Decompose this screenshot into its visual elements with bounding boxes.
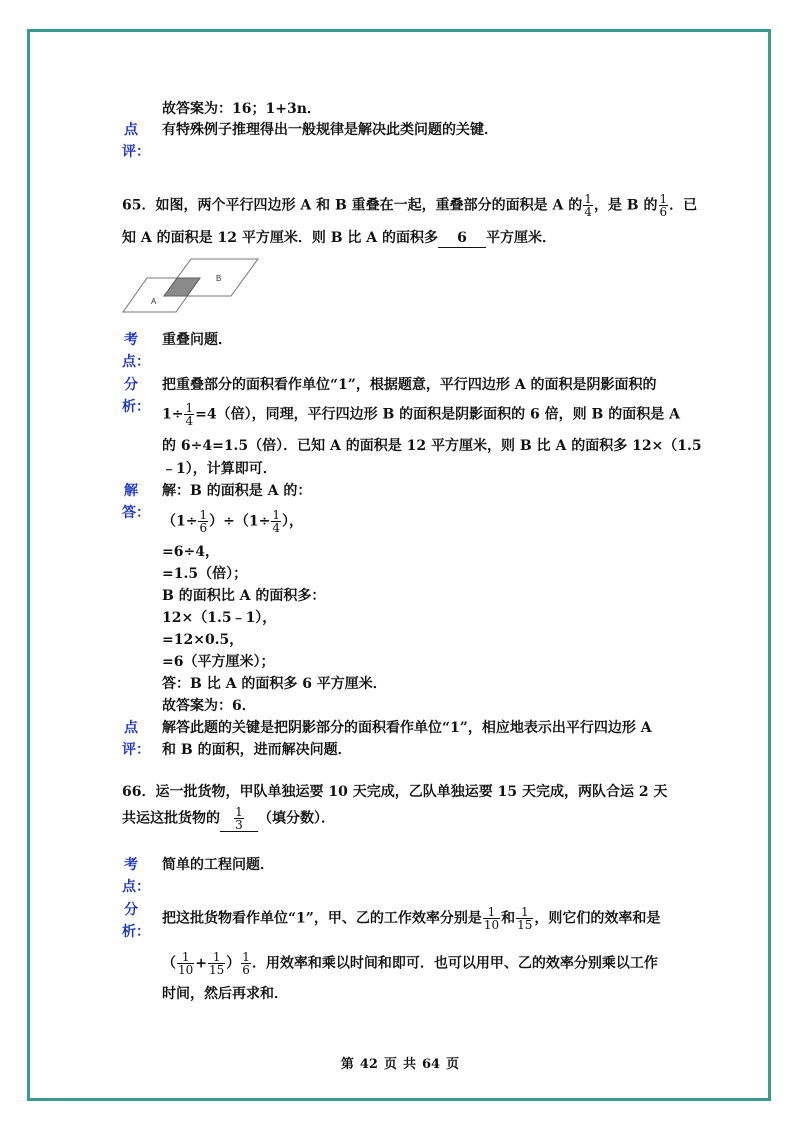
kaodian-label: 考 (124, 332, 138, 348)
q65-analysis-3: 的 6÷4=1.5（倍）．已知 A 的面积是 12 平方厘米，则 B 比 A 的面积多 12×（1.5 (162, 438, 702, 454)
q65-analysis-2: 1÷ $\frac{1}{4}$ =4（倍），同理，平行四边形 B 的面积是阴影面积的 6 倍，则 B 的面积是 A (162, 401, 680, 428)
fraction: $\frac{1}{4}$ (584, 192, 592, 219)
footer-total-pages: 64 (422, 1057, 441, 1072)
answer-blank: 6 (438, 229, 486, 248)
q65-solution-1: 解：B 的面积是 A 的： (162, 483, 312, 499)
q65-solution-3: =6÷4， (162, 544, 219, 560)
q65-solution-8: =6（平方厘米）； (162, 654, 275, 670)
footer-page-number: 42 (359, 1057, 378, 1072)
jieda-label: 解 (124, 483, 138, 499)
dianping-label-2: 评： (122, 742, 150, 758)
jieda-label-2: 答： (122, 505, 150, 521)
q66-kaodian: 简单的工程问题． (162, 857, 274, 873)
label-b: B (216, 274, 222, 283)
fraction: $\frac{1}{15}$ (517, 905, 533, 932)
fraction: $\frac{1}{6}$ (242, 950, 250, 977)
fenxi-label-2: 析： (122, 399, 150, 415)
fenxi-label: 分 (124, 902, 138, 918)
answer-blank (220, 806, 258, 832)
q65-solution-5: B 的面积比 A 的面积多： (162, 588, 326, 604)
q66-analysis-1: 把这批货物看作单位“1”，甲、乙的工作效率分别是 $\frac{1}{10}$ 和 $\frac{1}{15}$ ，则它们的效率和是 (162, 905, 661, 932)
q65-line-1: 65．如图，两个平行四边形 A 和 B 重叠在一起，重叠部分的面积是 A 的 $\frac{1}{4}$ ，是 B 的 $\frac{1}{6}$ ．已 (122, 192, 698, 219)
kaodian-label-2: 点： (122, 879, 150, 895)
q65-kaodian: 重叠问题． (162, 332, 232, 348)
q65-analysis-4: ﹣1），计算即可． (162, 461, 277, 477)
q65-solution-7: =12×0.5， (162, 632, 244, 648)
fraction: $\frac{1}{15}$ (209, 950, 225, 977)
fraction: $\frac{1}{10}$ (178, 950, 194, 977)
fraction: $\frac{1}{6}$ (199, 508, 208, 535)
q65-solution-4: =1.5（倍）； (162, 566, 248, 582)
comment-label: 点 (124, 122, 138, 138)
prev-comment: 有特殊例子推理得出一般规律是解决此类问题的关键． (162, 122, 498, 138)
fenxi-label: 分 (124, 377, 138, 393)
fraction: $\frac{1}{6}$ (659, 192, 668, 219)
overlap-shaded (164, 278, 200, 296)
q66-analysis-2: （ $\frac{1}{10}$ + $\frac{1}{15}$ ） $\frac{1}{6}$ ．用效率和乘以时间和即可．也可以用甲、乙的效率分别乘以工作 (162, 950, 658, 977)
fraction: $\frac{1}{3}$ (235, 805, 243, 832)
q66-line-2: 共运这批货物的 $\frac{1}{3}$ （填分数）． (122, 805, 335, 832)
q66-analysis-3: 时间，然后再求和． (162, 986, 288, 1002)
parallelogram-figure (120, 256, 265, 318)
fraction: $\frac{1}{10}$ (483, 905, 500, 932)
dianping-label: 点 (124, 720, 138, 736)
prev-answer: 故答案为：16；1+3n． (162, 101, 321, 117)
fenxi-label-2: 析： (122, 924, 150, 940)
kaodian-label: 考 (124, 857, 138, 873)
kaodian-label-2: 点： (122, 354, 150, 370)
q65-solution-10: 故答案为：6． (162, 698, 256, 714)
q65-line-2: 知 A 的面积是 12 平方厘米．则 B 比 A 的面积多 6 平方厘米． (122, 230, 557, 246)
q65-comment-2: 和 B 的面积，进而解决问题． (162, 742, 352, 758)
q65-solution-6: 12×（1.5﹣1）， (162, 610, 277, 626)
page-footer (0, 1053, 800, 1072)
q65-comment-1: 解答此题的关键是把阴影部分的面积看作单位“1”，相应地表示出平行四边形 A (162, 720, 652, 736)
fraction: $\frac{1}{4}$ (185, 401, 194, 428)
label-a: A (151, 297, 157, 306)
fraction: $\frac{1}{4}$ (272, 508, 280, 535)
footer-ye: 页 (383, 1057, 397, 1072)
q66-line-1: 66．运一批货物，甲队单独运要 10 天完成，乙队单独运要 15 天完成，两队合运 2 天 (122, 784, 668, 800)
footer-ye2: 页 (446, 1057, 460, 1072)
q65-analysis-1: 把重叠部分的面积看作单位“1”，根据题意，平行四边形 A 的面积是阴影面积的 (162, 377, 657, 393)
q65-solution-9: 答：B 比 A 的面积多 6 平方厘米． (162, 676, 387, 692)
comment-label-2: 评： (122, 144, 150, 160)
footer-gong: 共 (403, 1057, 417, 1072)
footer-di: 第 (340, 1057, 354, 1072)
q65-solution-2: （1÷ $\frac{1}{6}$ ）÷（1÷ $\frac{1}{4}$ ）， (162, 508, 303, 535)
